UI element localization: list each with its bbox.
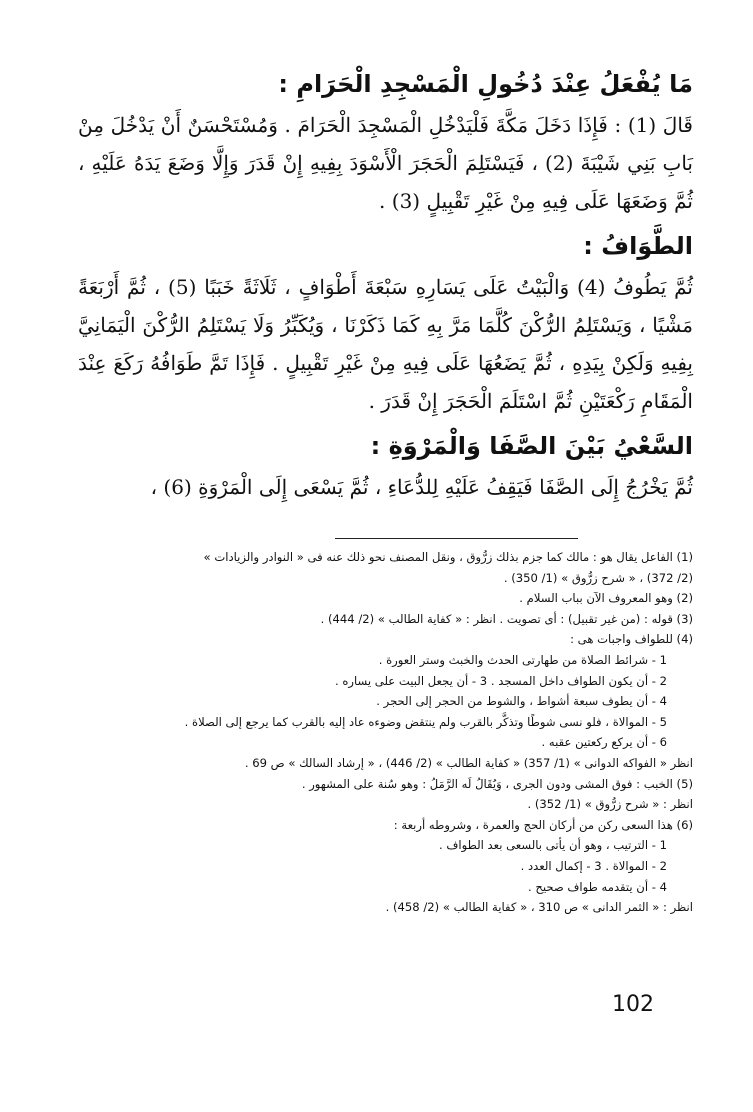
footnote-line: 4 - أن يتقدمه طواف صحيح . [528,879,667,894]
footnote-line: 1 - شرائط الصلاة من طهارتى الحدث والخبث وستر العورة . [378,652,667,667]
footnote-line: (2) وهو المعروف الآن بباب السلام . [519,591,693,606]
footnote-line: انظر : « الثمر الدانى » ص 310 ، « كفاية الطالب » (2/ 458) . [385,900,693,915]
footnote-line: انظر « الفواكه الدوانى » (1/ 357) « كفاية الطالب » (2/ 446) ، « إرشاد السالك » ص 69 . [244,755,693,770]
footnote-line: (4) للطواف واجبات هى : [570,632,693,647]
footnote-line: 2 - الموالاة . 3 - إكمال العدد . [520,858,667,873]
footnote-line: (5) الخبب : فوق المشى ودون الجرى ، وَيُقَالُ لَه الرَّمَلُ : وهو سُنة على المشهور . [301,776,693,791]
paragraph-sai: ثُمَّ يَخْرُجُ إِلَى الصَّفَا فَيَقِفُ عَلَيْهِ لِلدُّعَاءِ ، ثُمَّ يَسْعَى إِلَى الْمَرْوَةِ (6) ، [150,475,693,499]
footnote-line: 6 - أن يركع ركعتين عقبه . [541,735,667,750]
footnote-line: 2 - أن يكون الطواف داخل المسجد . 3 - أن يجعل البيت على يساره . [334,673,667,688]
heading-entering-mosque: مَا يُفْعَلُ عِنْدَ دُخُولِ الْمَسْجِدِ الْحَرَامِ : [278,70,693,98]
footnote-line: (2/ 372) ، « شرح زرُّوق » (1/ 350) . [503,570,693,585]
heading-sai: السَّعْيُ بَيْنَ الصَّفَا وَالْمَرْوَةِ : [370,432,693,460]
footnote-line: (1) الفاعل يقال هو : مالك كما جزم بذلك زرُّوق ، ونقل المصنف نحو ذلك عنه فى « النوادر والزيادات » [203,550,693,564]
footnote-line: 5 - الموالاة ، فلو نسى شوطًا وتذكَّر بالقرب ولم ينتقض وضوءه عاد إليه بالقرب كما يرجع إلى الصلاة . [184,714,667,729]
main-text [78,62,693,510]
heading-tawaf: الطَّوَافُ : [583,232,693,260]
footnote-line: 1 - الترتيب ، وهو أن يأتى بالسعى بعد الطواف . [439,838,667,853]
footnote-divider [335,538,578,539]
footnote-line: (3) قوله : (من غير تقبيل) : أى تصويت . انظر : « كفاية الطالب » (2/ 444) . [320,611,693,626]
paragraph-tawaf: ثُمَّ يَطُوفُ (4) وَالْبَيْتُ عَلَى يَسَارِهِ سَبْعَةَ أَطْوَافٍ ، ثَلَاثَةً خَبَبًا (5) ، ثُمَّ أَرْبَعَةً مَشْيًا ، وَيَسْتَلِمُ الرُّكْنَ كُلَّمَا مَرَّ بِهِ كَمَا ذَكَرْنَا ، وَيُكَبِّرُ وَلَا يَسْتَلِمُ الرُّكْنَ الْيَمَانِيَّ بِفِيهِ وَلَكِنْ بِيَدِهِ ، ثُمَّ يَضَعُهَا عَلَى فِيهِ مِنْ غَيْرِ تَقْبِيلٍ . فَإِذَا تَمَّ طَوَافُهُ رَكَعَ عِنْدَ الْمَقَامِ رَكْعَتَيْنِ ثُمَّ اسْتَلَمَ الْحَجَرَ إِنْ قَدَرَ . [78,275,693,413]
footnotes [76,547,693,918]
footnote-line: (6) هذا السعى ركن من أركان الحج والعمرة ، وشروطه أربعة : [393,817,693,832]
footnote-line: انظر : « شرح زرُّوق » (1/ 352) . [527,797,693,812]
page-number: 102 [612,992,654,1017]
footnote-line: 4 - أن يطوف سبعة أشواط ، والشوط من الحجر إلى الحجر . [376,694,667,709]
paragraph-entering-mosque: قَالَ (1) : فَإِذَا دَخَلَ مَكَّةَ فَلْيَدْخُلِ الْمَسْجِدَ الْحَرَامَ . وَمُسْتَحْسَنٌ أَنْ يَدْخُلَ مِنْ بَابِ بَنِي شَيْبَةَ (2) ، فَيَسْتَلِمَ الْحَجَرَ الْأَسْوَدَ بِفِيهِ إِنْ قَدَرَ وَإِلَّا وَضَعَ يَدَهُ عَلَيْهِ ، ثُمَّ وَضَعَهَا عَلَى فِيهِ مِنْ غَيْرِ تَقْبِيلٍ (3) . [78,113,694,213]
